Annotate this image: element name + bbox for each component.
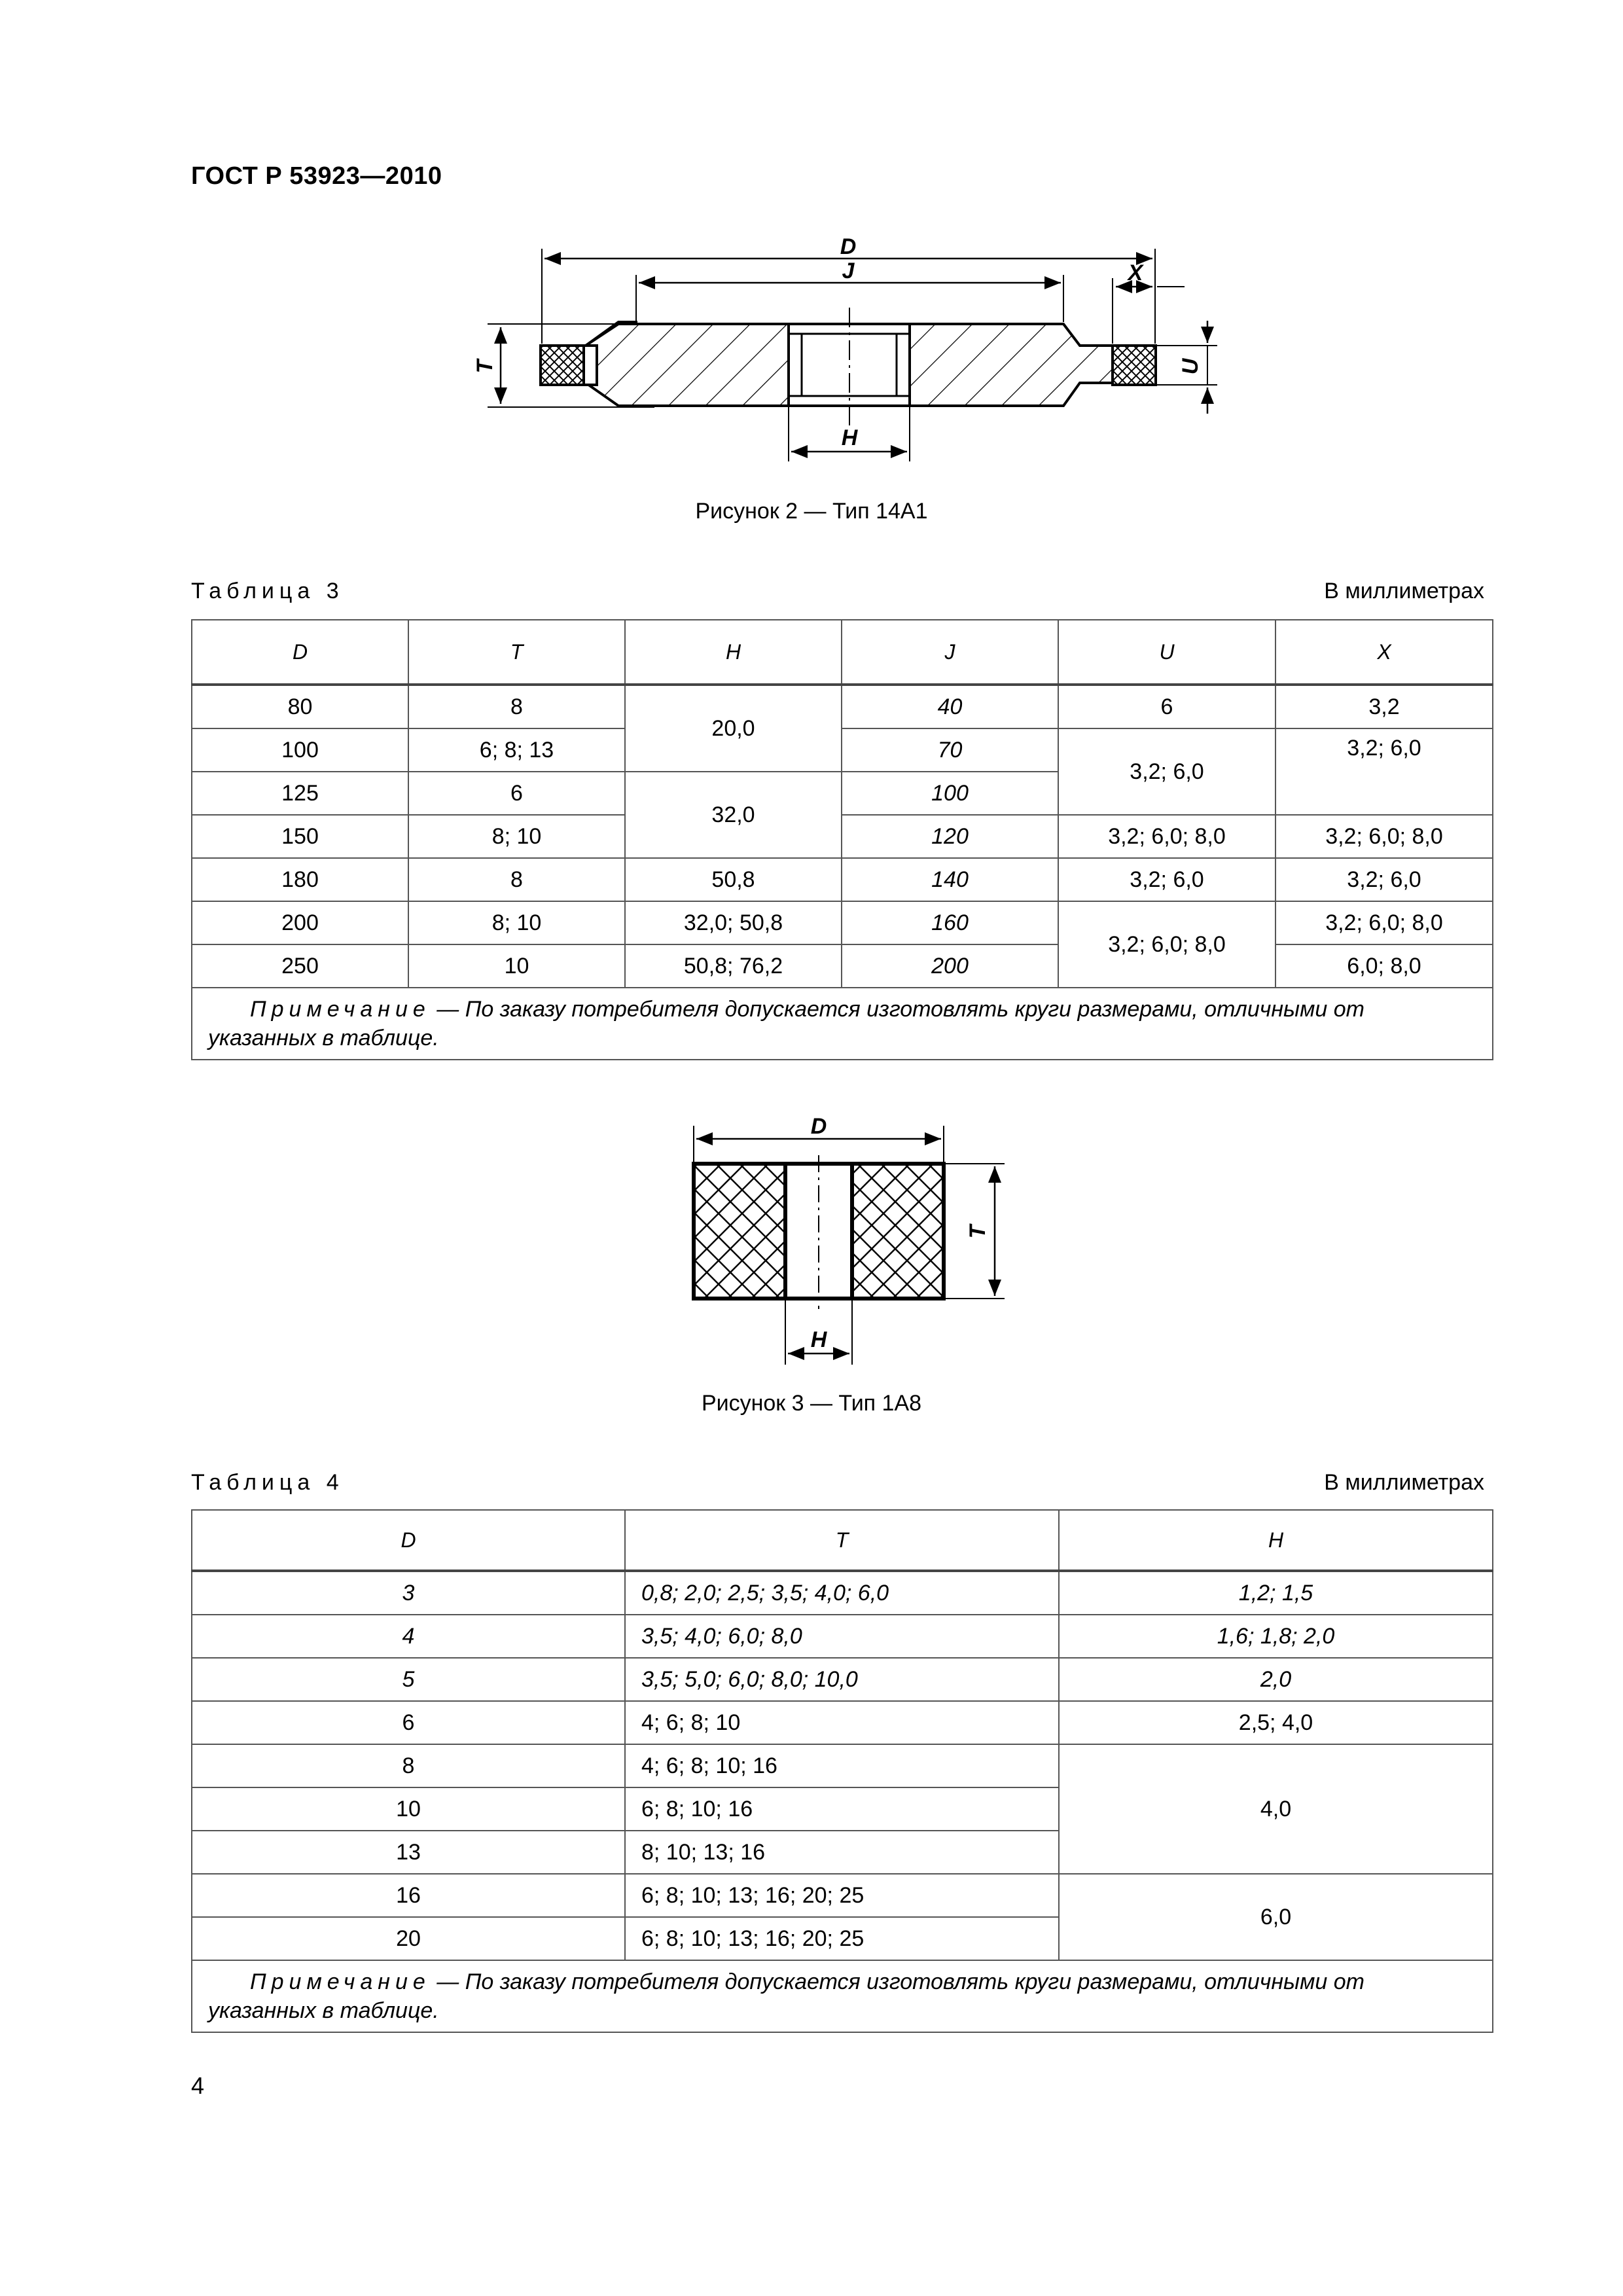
page-number: 4 bbox=[191, 2072, 205, 2099]
dim-label-T: T bbox=[473, 359, 497, 374]
dim-label-D: D bbox=[840, 234, 857, 259]
table-cell: 1,6; 1,8; 2,0 bbox=[1059, 1615, 1493, 1658]
table-cell: 6 bbox=[192, 1701, 625, 1744]
table-cell: 180 bbox=[192, 858, 408, 901]
table-header: D bbox=[192, 1510, 625, 1571]
table-cell: 3,5; 4,0; 6,0; 8,0 bbox=[625, 1615, 1059, 1658]
dim-label-J: J bbox=[842, 259, 855, 283]
table-note-row bbox=[192, 1960, 1493, 2032]
table-note-row bbox=[192, 988, 1493, 1060]
table-cell: 8; 10; 13; 16 bbox=[625, 1831, 1059, 1874]
table-cell: 13 bbox=[192, 1831, 625, 1874]
table-cell: 0,8; 2,0; 2,5; 3,5; 4,0; 6,0 bbox=[625, 1571, 1059, 1615]
table-header: D bbox=[192, 620, 408, 685]
table-cell: 40 bbox=[842, 685, 1058, 728]
table-cell: 32,0; 50,8 bbox=[625, 901, 842, 944]
table-cell: 4 bbox=[192, 1615, 625, 1658]
document-code: ГОСТ Р 53923—2010 bbox=[191, 162, 442, 190]
table-cell: 6; 8; 10; 13; 16; 20; 25 bbox=[625, 1874, 1059, 1917]
table-cell: 100 bbox=[192, 728, 408, 772]
table-cell: 100 bbox=[842, 772, 1058, 815]
figure-3-caption: Рисунок 3 — Тип 1А8 bbox=[701, 1391, 922, 1416]
table-cell: 3,2; 6,0; 8,0 bbox=[1058, 815, 1275, 858]
table-cell: 8; 10 bbox=[408, 901, 625, 944]
table-cell: 10 bbox=[408, 944, 625, 988]
table-cell: 140 bbox=[842, 858, 1058, 901]
table-row bbox=[192, 728, 1493, 772]
table-header: J bbox=[842, 620, 1058, 685]
table-cell: 3,2; 6,0 bbox=[1058, 728, 1275, 815]
table-cell: 160 bbox=[842, 901, 1058, 944]
table-cell: 4; 6; 8; 10 bbox=[625, 1701, 1059, 1744]
table-cell: 80 bbox=[192, 685, 408, 728]
table-cell: 3 bbox=[192, 1571, 625, 1615]
table-4 bbox=[191, 1509, 1493, 2033]
table-cell: 8 bbox=[192, 1744, 625, 1787]
table-row bbox=[192, 1571, 1493, 1615]
table-cell: 6,0 bbox=[1059, 1874, 1493, 1960]
table-cell: 6,0; 8,0 bbox=[1275, 944, 1493, 988]
table-header: T bbox=[408, 620, 625, 685]
table-cell: 20,0 bbox=[625, 685, 842, 772]
table-cell: 10 bbox=[192, 1787, 625, 1831]
dim-label-U: U bbox=[1178, 358, 1203, 375]
table-cell: 3,2; 6,0 bbox=[1275, 728, 1493, 815]
table-row bbox=[192, 815, 1493, 858]
table-cell: 3,2; 6,0; 8,0 bbox=[1275, 901, 1493, 944]
note-text: — По заказу потребителя допускается изготовлять круги размерами, отличными от указанных в таблице. bbox=[208, 1969, 1364, 2023]
table-cell: 1,2; 1,5 bbox=[1059, 1571, 1493, 1615]
table-row bbox=[192, 1874, 1493, 1917]
table-cell: 2,0 bbox=[1059, 1658, 1493, 1701]
table-row bbox=[192, 1658, 1493, 1701]
table-cell: 20 bbox=[192, 1917, 625, 1960]
table-cell: 6; 8; 13 bbox=[408, 728, 625, 772]
table-row bbox=[192, 858, 1493, 901]
table-header: X bbox=[1275, 620, 1493, 685]
table-cell: 150 bbox=[192, 815, 408, 858]
table-cell: 120 bbox=[842, 815, 1058, 858]
table-header: T bbox=[625, 1510, 1059, 1571]
figure-2-caption: Рисунок 2 — Тип 14А1 bbox=[695, 499, 928, 524]
table-cell: 250 bbox=[192, 944, 408, 988]
table-note bbox=[192, 988, 1493, 1060]
table-cell: 6 bbox=[408, 772, 625, 815]
table-cell: 4,0 bbox=[1059, 1744, 1493, 1874]
note-word: Примечание bbox=[250, 997, 431, 1022]
table-cell: 50,8; 76,2 bbox=[625, 944, 842, 988]
dim-label-H: H bbox=[841, 425, 858, 450]
table-note bbox=[192, 1960, 1493, 2032]
table-row bbox=[192, 901, 1493, 944]
table-4-label: Таблица 4 bbox=[191, 1470, 344, 1495]
figure-3-drawing bbox=[681, 1106, 1021, 1368]
table-3-unit: В миллиметрах bbox=[1324, 579, 1484, 603]
table-cell: 200 bbox=[842, 944, 1058, 988]
table-row bbox=[192, 1744, 1493, 1787]
table-cell: 3,2; 6,0 bbox=[1275, 858, 1493, 901]
table-cell: 5 bbox=[192, 1658, 625, 1701]
table-cell: 8; 10 bbox=[408, 815, 625, 858]
table-cell: 3,2; 6,0; 8,0 bbox=[1275, 815, 1493, 858]
table-cell: 200 bbox=[192, 901, 408, 944]
table-cell: 4; 6; 8; 10; 16 bbox=[625, 1744, 1059, 1787]
dim-label-X: X bbox=[1128, 260, 1143, 285]
table-cell: 3,5; 5,0; 6,0; 8,0; 10,0 bbox=[625, 1658, 1059, 1701]
table-row bbox=[192, 1615, 1493, 1658]
table-cell: 16 bbox=[192, 1874, 625, 1917]
table-cell: 3,2; 6,0; 8,0 bbox=[1058, 901, 1275, 988]
table-cell: 50,8 bbox=[625, 858, 842, 901]
dim-label-T: T bbox=[965, 1225, 990, 1239]
table-cell: 6; 8; 10; 16 bbox=[625, 1787, 1059, 1831]
table-row bbox=[192, 685, 1493, 728]
table-cell: 6; 8; 10; 13; 16; 20; 25 bbox=[625, 1917, 1059, 1960]
table-cell: 2,5; 4,0 bbox=[1059, 1701, 1493, 1744]
table-header: H bbox=[1059, 1510, 1493, 1571]
table-3 bbox=[191, 619, 1493, 1060]
dim-label-H: H bbox=[810, 1327, 827, 1352]
table-cell: 125 bbox=[192, 772, 408, 815]
table-cell: 32,0 bbox=[625, 772, 842, 858]
table-cell: 3,2; 6,0 bbox=[1058, 858, 1275, 901]
table-cell: 8 bbox=[408, 685, 625, 728]
note-text: — По заказу потребителя допускается изготовлять круги размерами, отличными от указанных в таблице. bbox=[208, 997, 1364, 1050]
table-header: H bbox=[625, 620, 842, 685]
table-header: U bbox=[1058, 620, 1275, 685]
figure-2-drawing bbox=[458, 223, 1230, 471]
table-cell: 70 bbox=[842, 728, 1058, 772]
table-cell: 8 bbox=[408, 858, 625, 901]
table-row bbox=[192, 944, 1493, 988]
table-cell: 6 bbox=[1058, 685, 1275, 728]
table-cell: 3,2 bbox=[1275, 685, 1493, 728]
note-word: Примечание bbox=[250, 1969, 431, 1994]
dim-label-D: D bbox=[810, 1114, 827, 1139]
table-4-unit: В миллиметрах bbox=[1324, 1470, 1484, 1495]
table-row bbox=[192, 1701, 1493, 1744]
table-3-label: Таблица 3 bbox=[191, 579, 344, 603]
